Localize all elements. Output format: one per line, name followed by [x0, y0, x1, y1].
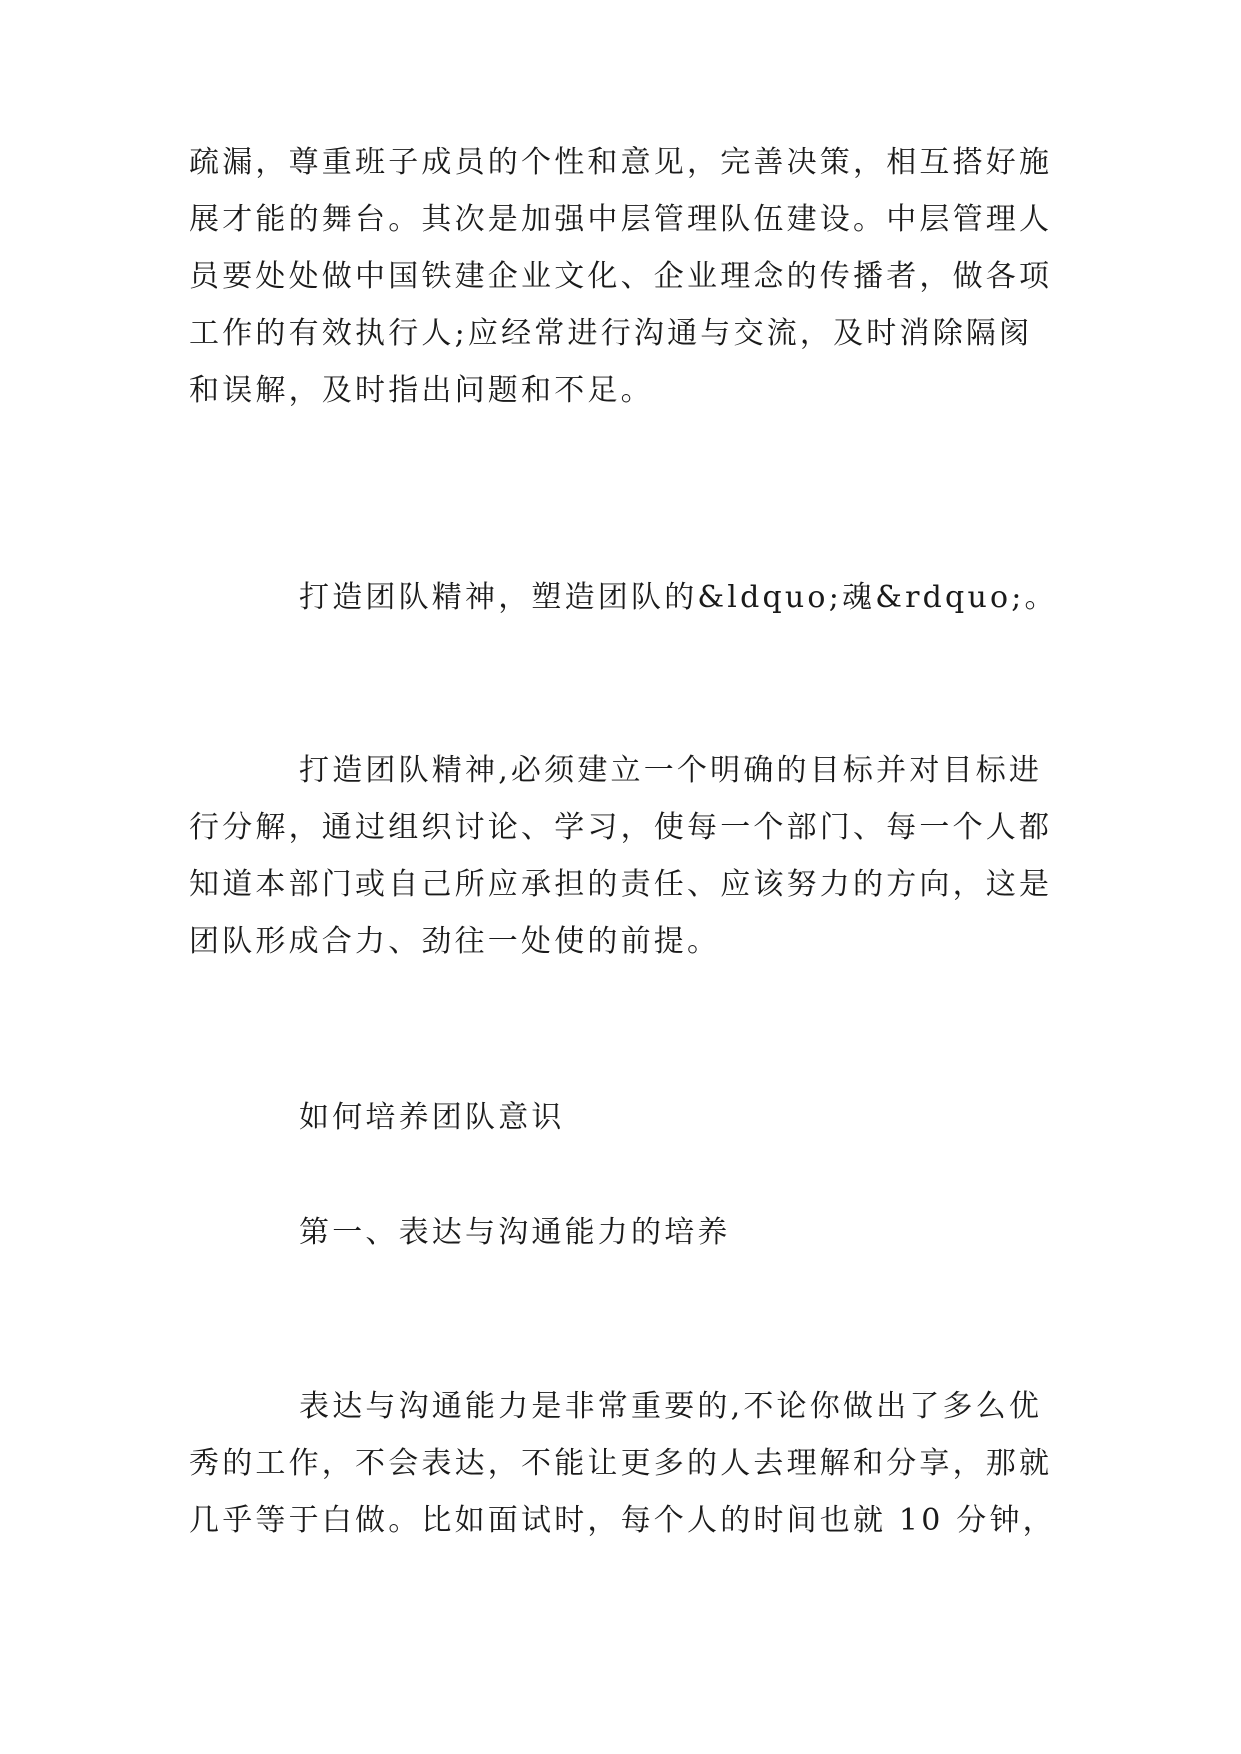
text-line: 几乎等于白做。比如面试时，每个人的时间也就 10 分钟，: [189, 1503, 1056, 1538]
text-line: 打造团队精神,必须建立一个明确的目标并对目标进: [299, 753, 1043, 788]
heading-team-awareness: [189, 1089, 1059, 1146]
text-line: 行分解，通过组织讨论、学习，使每一个部门、每一个人都: [189, 810, 1053, 845]
heading-first-communication: [189, 1204, 1059, 1261]
text-line: 和误解，及时指出问题和不足。: [189, 373, 654, 408]
paragraph-team-leadership: [189, 134, 1059, 419]
text-line: 表达与沟通能力是非常重要的,不论你做出了多么优: [299, 1389, 1043, 1424]
text-line: 如何培养团队意识: [299, 1100, 565, 1135]
text-line: 疏漏，尊重班子成员的个性和意见，完善决策，相互搭好施: [189, 145, 1053, 180]
text-line: 展才能的舞台。其次是加强中层管理队伍建设。中层管理人: [189, 202, 1053, 237]
text-line: 第一、表达与沟通能力的培养: [299, 1215, 731, 1250]
paragraph-team-spirit-heading: [189, 569, 1059, 626]
text-line: 工作的有效执行人;应经常进行沟通与交流，及时消除隔阂: [189, 316, 1033, 351]
text-line: 团队形成合力、劲往一处使的前提。: [189, 924, 721, 959]
text-line: 知道本部门或自己所应承担的责任、应该努力的方向，这是: [189, 867, 1053, 902]
text-line: 打造团队精神，塑造团队的&ldquo;魂&rdquo;。: [299, 580, 1058, 615]
paragraph-team-goal: [189, 742, 1059, 970]
text-line: 员要处处做中国铁建企业文化、企业理念的传播者，做各项: [189, 259, 1053, 294]
text-line: 秀的工作，不会表达，不能让更多的人去理解和分享，那就: [189, 1446, 1053, 1481]
paragraph-communication: [189, 1378, 1059, 1549]
